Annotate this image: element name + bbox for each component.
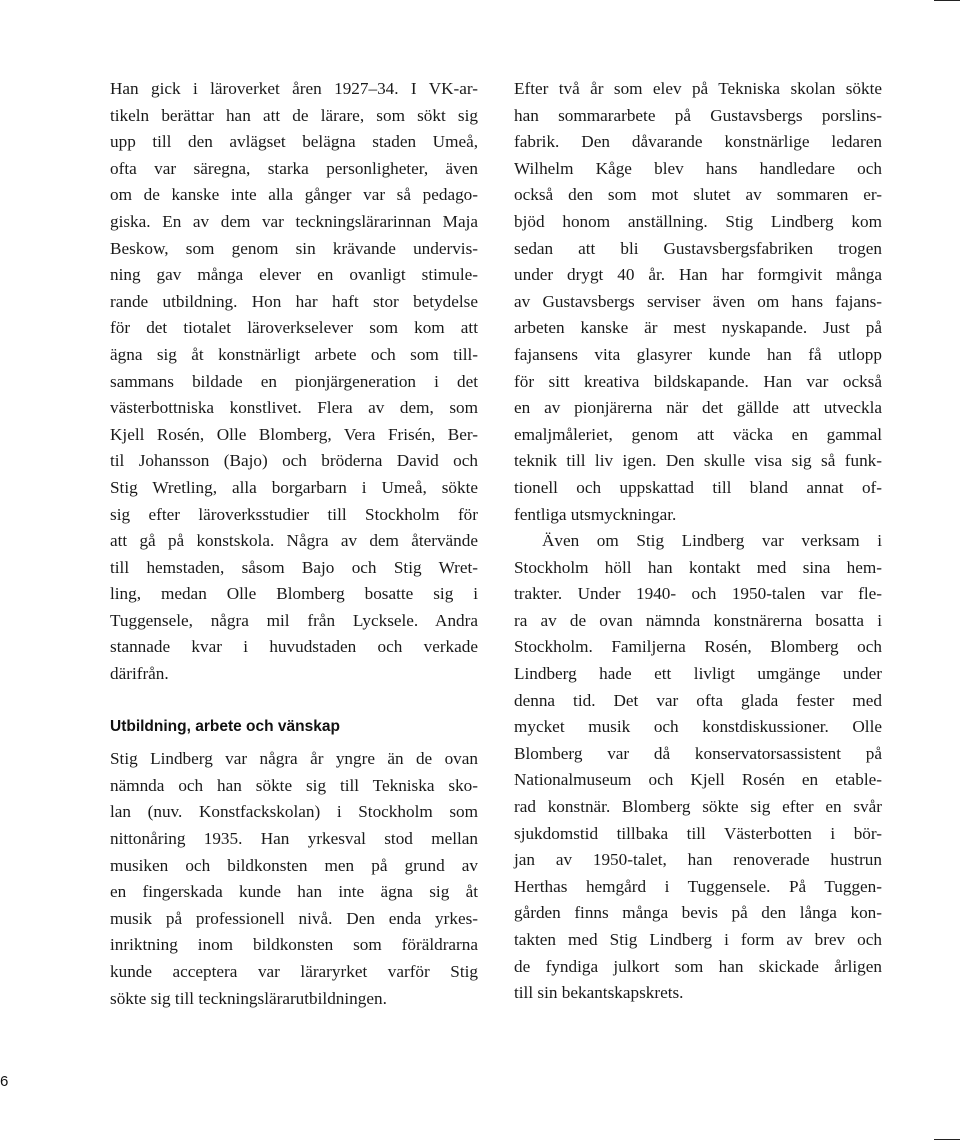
text-line: tikeln berättar han att de lärare, som sökt sig <box>110 105 478 125</box>
text-line: Stig Lindberg var några år yngre än de ovan <box>110 749 478 769</box>
text-line: Tuggensele, några mil från Lycksele. Andra <box>110 610 478 630</box>
text-line: att gå på konstskola. Några av dem återvände <box>110 531 478 551</box>
text-line: också den som mot slutet av sommaren er- <box>514 185 882 205</box>
text-line: stannade kvar i huvudstaden och verkade <box>110 637 478 657</box>
text-line: Lindberg hade ett livligt umgänge under <box>514 664 882 684</box>
text-line: sedan att bli Gustavsbergsfabriken trogen <box>514 238 882 258</box>
text-line: sammans bildade en pionjärgeneration i det <box>110 371 478 391</box>
text-line: jan av 1950-talet, han renoverade hustrun <box>514 850 882 870</box>
text-line: kunde acceptera var läraryrket varför Stig <box>110 962 478 981</box>
section-heading: Utbildning, arbete och vänskap <box>110 717 340 735</box>
text-line: tionell och uppskattad till bland annat of- <box>514 477 882 497</box>
text-line: denna tid. Det var ofta glada fester med <box>514 690 882 710</box>
text-line: rande utbildning. Hon har haft stor betydelse <box>110 291 478 311</box>
text-line: Nationalmuseum och Kjell Rosén en etable- <box>514 770 882 790</box>
text-line: ning gav många elever en ovanligt stimule- <box>110 265 478 285</box>
text-line: nämnda och han sökte sig till Tekniska sko- <box>110 775 478 795</box>
text-line: västerbottniska konstlivet. Flera av dem, som <box>110 398 478 418</box>
text-line: sökte sig till teckningslärarutbildningen. <box>110 988 387 1008</box>
education-paragraph <box>110 746 478 1012</box>
text-line: rad konstnär. Blomberg sökte sig efter en svår <box>514 797 882 817</box>
text-line: emaljmåleriet, genom att väcka en gammal <box>514 424 882 444</box>
text-line: mycket musik och konstdiskussioner. Olle <box>514 717 882 737</box>
text-line: musik på professionell nivå. Den enda yrkes- <box>110 908 478 928</box>
text-line: teknik till liv igen. Den skulle visa sig så funk- <box>514 451 882 471</box>
text-line: Beskow, som genom sin krävande undervis- <box>110 238 478 258</box>
right-column <box>514 76 882 1007</box>
gustavsberg-paragraph <box>514 76 882 528</box>
text-line: fajansens vita glasyrer kunde han få utlopp <box>514 344 882 364</box>
text-line: fabrik. Den dåvarande konstnärlige ledaren <box>514 132 882 152</box>
text-line: Wilhelm Kåge blev hans handledare och <box>514 158 882 178</box>
text-line: Stockholm. Familjerna Rosén, Blomberg och <box>514 637 882 657</box>
text-line: arbeten kanske är mest nyskapande. Just på <box>514 318 882 338</box>
text-line: inriktning inom bildkonsten som föräldrarna <box>110 935 478 955</box>
text-line: Efter två år som elev på Tekniska skolan sökte <box>514 79 882 98</box>
text-line: Även om Stig Lindberg var verksam i <box>542 531 882 551</box>
text-line: giska. En av dem var teckningslärarinnan Maja <box>110 211 478 231</box>
text-line: en fingerskada kunde han inte ägna sig åt <box>110 882 478 902</box>
text-line: därifrån. <box>110 664 169 684</box>
text-line: Kjell Rosén, Olle Blomberg, Vera Frisén, Ber- <box>110 424 478 444</box>
text-line: sjukdomstid tillbaka till Västerbotten i bör- <box>514 823 882 843</box>
text-line: bjöd honom anställning. Stig Lindberg kom <box>514 211 882 231</box>
page-number: 6 <box>0 1073 9 1090</box>
text-line: ling, medan Olle Blomberg bosatte sig i <box>110 584 478 604</box>
text-line: om de kanske inte alla gånger var så pedago- <box>110 185 478 205</box>
text-line: sig efter läroverksstudier till Stockholm för <box>110 504 478 524</box>
text-line: av Gustavsbergs serviser även om hans fajans- <box>514 291 882 311</box>
text-line: de fyndiga julkort som han skickade årligen <box>514 956 882 976</box>
text-line: till hemstaden, såsom Bajo och Stig Wret- <box>110 557 478 577</box>
text-line: Stockholm höll han kontakt med sina hem- <box>514 557 882 577</box>
intro-paragraph <box>110 76 478 688</box>
text-line: för det tiotalet läroverkselever som kom att <box>110 318 478 338</box>
text-line: takten med Stig Lindberg i form av brev och <box>514 930 882 949</box>
text-line: för sitt kreativa bildskapande. Han var också <box>514 371 882 391</box>
text-line: Han gick i läroverket åren 1927–34. I VK-ar- <box>110 79 478 98</box>
text-line: till sin bekantskapskrets. <box>514 983 684 1003</box>
text-line: lan (nuv. Konstfackskolan) i Stockholm som <box>110 802 478 822</box>
crop-mark-top-right <box>934 0 960 1</box>
text-line: fentliga utsmyckningar. <box>514 504 677 524</box>
text-line: ägna sig åt konstnärligt arbete och som till- <box>110 344 478 364</box>
text-line: han sommararbete på Gustavsbergs porslins- <box>514 105 882 125</box>
text-line: en av pionjärerna när det gällde att utveckla <box>514 398 882 418</box>
section-spacer <box>110 688 478 714</box>
text-line: ofta var säregna, starka personligheter, även <box>110 158 478 178</box>
text-line: ra av de ovan nämnda konstnärerna bosatta i <box>514 610 882 630</box>
friendship-paragraph <box>514 528 882 1007</box>
text-line: musiken och bildkonsten men på grund av <box>110 855 478 875</box>
text-line: til Johansson (Bajo) och bröderna David och <box>110 451 478 471</box>
text-line: Herthas hemgård i Tuggensele. På Tuggen- <box>514 876 882 896</box>
left-column <box>110 76 478 1012</box>
text-line: upp till den avlägset belägna staden Umeå, <box>110 132 478 152</box>
text-line: trakter. Under 1940- och 1950-talen var fle- <box>514 584 882 604</box>
text-line: nittonåring 1935. Han yrkesval stod mellan <box>110 829 478 849</box>
text-line: Blomberg var då konservatorsassistent på <box>514 743 882 763</box>
text-line: gården finns många bevis på den långa kon- <box>514 903 882 923</box>
text-line: Stig Wretling, alla borgarbarn i Umeå, sökte <box>110 477 478 497</box>
text-line: under drygt 40 år. Han har formgivit många <box>514 265 882 285</box>
